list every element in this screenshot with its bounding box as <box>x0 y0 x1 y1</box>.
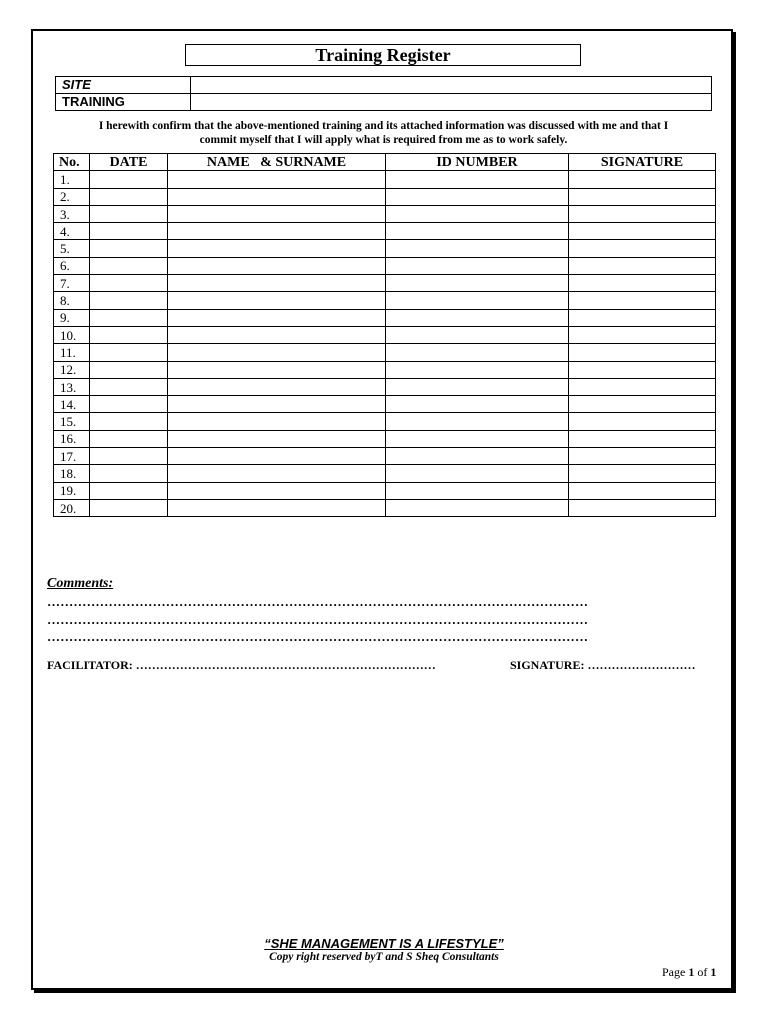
header-date: DATE <box>90 154 168 171</box>
date-cell[interactable] <box>90 430 168 447</box>
name-surname-cell[interactable] <box>168 205 386 222</box>
page-number <box>662 965 716 980</box>
signature-cell[interactable] <box>569 257 716 274</box>
date-cell[interactable] <box>90 465 168 482</box>
date-cell[interactable] <box>90 378 168 395</box>
table-row <box>54 499 716 516</box>
signature-field[interactable] <box>510 658 695 673</box>
date-cell[interactable] <box>90 361 168 378</box>
footer-copyright: Copy right reserved byT and S Sheq Consultants <box>269 951 499 963</box>
info-table <box>55 76 712 111</box>
date-cell[interactable] <box>90 344 168 361</box>
row-number: 5. <box>54 240 90 257</box>
name-surname-cell[interactable] <box>168 448 386 465</box>
table-row <box>54 430 716 447</box>
name-surname-cell[interactable] <box>168 171 386 188</box>
comments-label: Comments: <box>47 576 114 591</box>
site-label: SITE <box>56 77 191 94</box>
id-number-cell[interactable] <box>386 240 569 257</box>
row-number: 20. <box>54 499 90 516</box>
name-surname-cell[interactable] <box>168 223 386 240</box>
row-number: 19. <box>54 482 90 499</box>
training-label: TRAINING <box>56 94 191 111</box>
id-number-cell[interactable] <box>386 430 569 447</box>
confirmation-line-2: commit myself that I will apply what is required from me as to work safely. <box>199 134 568 146</box>
id-number-cell[interactable] <box>386 171 569 188</box>
name-surname-cell[interactable] <box>168 413 386 430</box>
facilitator-line[interactable]: ………………………………………………………………… <box>132 658 436 672</box>
table-row <box>54 223 716 240</box>
row-number: 14. <box>54 396 90 413</box>
row-number: 16. <box>54 430 90 447</box>
row-number: 11. <box>54 344 90 361</box>
signature-cell[interactable] <box>569 465 716 482</box>
header-no: No. <box>54 154 90 171</box>
date-cell[interactable] <box>90 482 168 499</box>
footer-motto: “SHE MANAGEMENT IS A LIFESTYLE” <box>264 936 504 951</box>
table-row <box>54 257 716 274</box>
row-number: 13. <box>54 378 90 395</box>
signature-cell[interactable] <box>569 430 716 447</box>
signature-cell[interactable] <box>569 361 716 378</box>
id-number-cell[interactable] <box>386 292 569 309</box>
name-surname-cell[interactable] <box>168 361 386 378</box>
date-cell[interactable] <box>90 499 168 516</box>
table-row <box>54 275 716 292</box>
id-number-cell[interactable] <box>386 499 569 516</box>
signature-cell[interactable] <box>569 171 716 188</box>
id-number-cell[interactable] <box>386 482 569 499</box>
date-cell[interactable] <box>90 188 168 205</box>
signature-cell[interactable] <box>569 205 716 222</box>
header-id-number: ID NUMBER <box>386 154 569 171</box>
row-number: 18. <box>54 465 90 482</box>
row-number: 7. <box>54 275 90 292</box>
table-row <box>54 171 716 188</box>
date-cell[interactable] <box>90 309 168 326</box>
date-cell[interactable] <box>90 448 168 465</box>
name-surname-cell[interactable] <box>168 326 386 343</box>
table-row <box>54 240 716 257</box>
page-prefix: Page <box>662 965 689 979</box>
id-number-cell[interactable] <box>386 205 569 222</box>
date-cell[interactable] <box>90 171 168 188</box>
row-number: 6. <box>54 257 90 274</box>
id-number-cell[interactable] <box>386 275 569 292</box>
signature-cell[interactable] <box>569 223 716 240</box>
signature-cell[interactable] <box>569 413 716 430</box>
table-row <box>54 326 716 343</box>
row-number: 12. <box>54 361 90 378</box>
id-number-cell[interactable] <box>386 378 569 395</box>
row-number: 9. <box>54 309 90 326</box>
signature-cell[interactable] <box>569 344 716 361</box>
id-number-cell[interactable] <box>386 465 569 482</box>
page-current: 1 <box>688 965 695 979</box>
signature-cell[interactable] <box>569 275 716 292</box>
table-row <box>54 482 716 499</box>
signature-cell[interactable] <box>569 240 716 257</box>
table-row <box>54 396 716 413</box>
comment-line-1[interactable]: …………………………………………………………………………………………………………… <box>47 594 589 609</box>
page-total: 1 <box>710 965 717 979</box>
document-title: Training Register <box>185 44 581 66</box>
table-row <box>54 309 716 326</box>
name-surname-cell[interactable] <box>168 344 386 361</box>
row-number: 1. <box>54 171 90 188</box>
row-number: 17. <box>54 448 90 465</box>
table-row <box>54 292 716 309</box>
id-number-cell[interactable] <box>386 361 569 378</box>
name-surname-cell[interactable] <box>168 430 386 447</box>
row-number: 2. <box>54 188 90 205</box>
row-number: 15. <box>54 413 90 430</box>
date-cell[interactable] <box>90 275 168 292</box>
signature-cell[interactable] <box>569 326 716 343</box>
id-number-cell[interactable] <box>386 257 569 274</box>
signature-label: SIGNATURE: <box>510 658 585 672</box>
training-row <box>56 94 712 111</box>
confirmation-statement <box>55 119 712 147</box>
name-surname-cell[interactable] <box>168 292 386 309</box>
header-signature: SIGNATURE <box>569 154 716 171</box>
signature-cell[interactable] <box>569 188 716 205</box>
page-mid: of <box>694 965 711 979</box>
id-number-cell[interactable] <box>386 223 569 240</box>
header-name-surname: NAME & SURNAME <box>168 154 386 171</box>
date-cell[interactable] <box>90 396 168 413</box>
name-surname-cell[interactable] <box>168 396 386 413</box>
table-row <box>54 413 716 430</box>
table-row <box>54 205 716 222</box>
name-surname-cell[interactable] <box>168 240 386 257</box>
table-row <box>54 344 716 361</box>
signature-cell[interactable] <box>569 292 716 309</box>
row-number: 3. <box>54 205 90 222</box>
name-surname-cell[interactable] <box>168 257 386 274</box>
name-surname-cell[interactable] <box>168 482 386 499</box>
site-row <box>56 77 712 94</box>
date-cell[interactable] <box>90 205 168 222</box>
table-row <box>54 361 716 378</box>
id-number-cell[interactable] <box>386 448 569 465</box>
name-surname-cell[interactable] <box>168 499 386 516</box>
id-number-cell[interactable] <box>386 344 569 361</box>
signature-cell[interactable] <box>569 309 716 326</box>
register-body <box>54 171 716 517</box>
signature-cell[interactable] <box>569 378 716 395</box>
comment-line-3[interactable]: …………………………………………………………………………………………………………… <box>47 629 589 644</box>
date-cell[interactable] <box>90 413 168 430</box>
name-surname-cell[interactable] <box>168 465 386 482</box>
id-number-cell[interactable] <box>386 413 569 430</box>
confirmation-line-1: I herewith confirm that the above-mentioned training and its attached information was discussed with me and that I <box>98 120 669 132</box>
table-row <box>54 378 716 395</box>
date-cell[interactable] <box>90 257 168 274</box>
date-cell[interactable] <box>90 223 168 240</box>
comment-line-2[interactable]: …………………………………………………………………………………………………………… <box>47 612 589 627</box>
table-row <box>54 465 716 482</box>
date-cell[interactable] <box>90 326 168 343</box>
name-surname-cell[interactable] <box>168 275 386 292</box>
register-table <box>53 153 716 517</box>
name-surname-cell[interactable] <box>168 188 386 205</box>
name-surname-cell[interactable] <box>168 378 386 395</box>
table-row <box>54 188 716 205</box>
date-cell[interactable] <box>90 240 168 257</box>
id-number-cell[interactable] <box>386 396 569 413</box>
signature-cell[interactable] <box>569 448 716 465</box>
training-field[interactable] <box>191 94 712 111</box>
signature-cell[interactable] <box>569 396 716 413</box>
site-field[interactable] <box>191 77 712 94</box>
signature-cell[interactable] <box>569 482 716 499</box>
row-number: 10. <box>54 326 90 343</box>
signature-line[interactable]: ……………………… <box>584 658 696 672</box>
facilitator-field[interactable] <box>47 658 436 673</box>
facilitator-label: FACILITATOR: <box>47 658 133 672</box>
id-number-cell[interactable] <box>386 309 569 326</box>
date-cell[interactable] <box>90 292 168 309</box>
name-surname-cell[interactable] <box>168 309 386 326</box>
register-header-row <box>54 154 716 171</box>
row-number: 8. <box>54 292 90 309</box>
id-number-cell[interactable] <box>386 188 569 205</box>
table-row <box>54 448 716 465</box>
row-number: 4. <box>54 223 90 240</box>
signature-cell[interactable] <box>569 499 716 516</box>
id-number-cell[interactable] <box>386 326 569 343</box>
